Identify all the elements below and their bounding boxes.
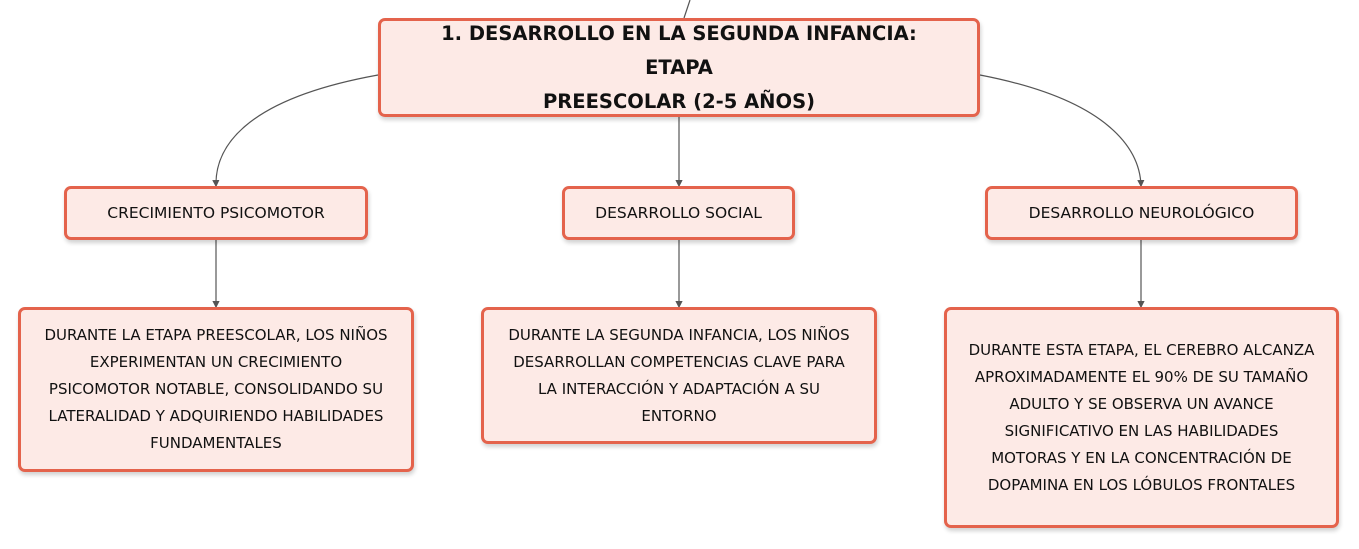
root-topic-text bbox=[405, 17, 953, 119]
detail-line: MOTORAS Y EN LA CONCENTRACIÓN DE bbox=[991, 448, 1292, 467]
topic-crecimiento-psicomotor[interactable] bbox=[64, 186, 368, 240]
detail-line: ADULTO Y SE OBSERVA UN AVANCE bbox=[1009, 394, 1274, 413]
topic-desarrollo-neurologico[interactable] bbox=[985, 186, 1298, 240]
detail-line: DURANTE ESTA ETAPA, EL CEREBRO ALCANZA bbox=[968, 340, 1315, 359]
root-topic-line-1: 1. DESARROLLO EN LA SEGUNDA INFANCIA: ETAPA bbox=[441, 21, 917, 79]
detail-line: APROXIMADAMENTE EL 90% DE SU TAMAÑO bbox=[974, 367, 1309, 386]
topic-crecimiento-psicomotor-label: CRECIMIENTO PSICOMOTOR bbox=[107, 204, 325, 222]
detail-line: LA INTERACCIÓN Y ADAPTACIÓN A SU bbox=[537, 379, 820, 398]
detail-line: DURANTE LA ETAPA PREESCOLAR, LOS NIÑOS bbox=[44, 326, 388, 344]
detail-line: FUNDAMENTALES bbox=[150, 434, 282, 452]
root-topic-line-2: PREESCOLAR (2-5 AÑOS) bbox=[542, 89, 816, 113]
topic-desarrollo-social-label: DESARROLLO SOCIAL bbox=[595, 204, 762, 222]
connector-root-to-psicomotor bbox=[216, 75, 378, 186]
detail-line: DOPAMINA EN LOS LÓBULOS FRONTALES bbox=[987, 475, 1296, 494]
detail-crecimiento-psicomotor[interactable] bbox=[18, 307, 414, 472]
detail-line: EXPERIMENTAN UN CRECIMIENTO bbox=[89, 353, 343, 371]
detail-desarrollo-social-text bbox=[508, 322, 849, 430]
detail-desarrollo-social[interactable] bbox=[481, 307, 877, 444]
detail-desarrollo-neurologico[interactable] bbox=[944, 307, 1339, 528]
detail-crecimiento-psicomotor-text bbox=[44, 322, 387, 457]
detail-line: DURANTE LA SEGUNDA INFANCIA, LOS NIÑOS bbox=[508, 325, 850, 344]
topic-desarrollo-neurologico-label: DESARROLLO NEUROLÓGICO bbox=[1028, 204, 1255, 222]
detail-line: PSICOMOTOR NOTABLE, CONSOLIDANDO SU bbox=[48, 380, 384, 398]
topic-desarrollo-social[interactable] bbox=[562, 186, 795, 240]
root-topic[interactable] bbox=[378, 18, 980, 117]
detail-line: DESARROLLAN COMPETENCIAS CLAVE PARA bbox=[513, 352, 845, 371]
connector-root-to-neurologico bbox=[980, 75, 1141, 186]
detail-line: ENTORNO bbox=[641, 406, 717, 425]
detail-line: LATERALIDAD Y ADQUIRIENDO HABILIDADES bbox=[48, 407, 384, 425]
connector-parent-to-root bbox=[684, 0, 690, 18]
detail-line: SIGNIFICATIVO EN LAS HABILIDADES bbox=[1004, 421, 1279, 440]
detail-desarrollo-neurologico-text bbox=[969, 337, 1315, 499]
